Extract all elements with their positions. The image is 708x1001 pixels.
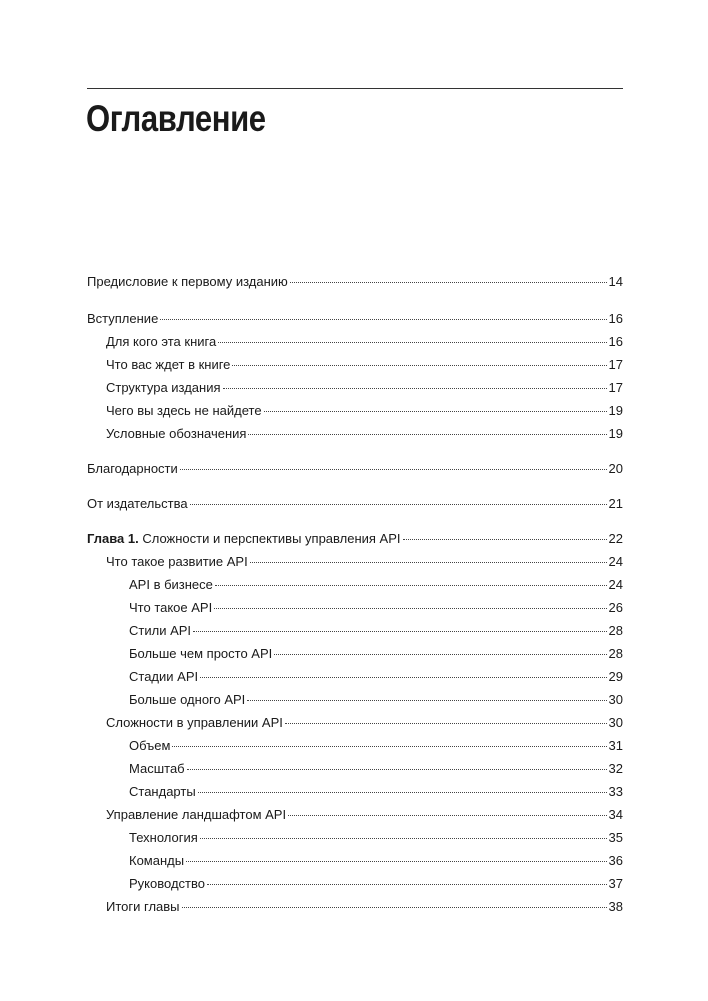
toc-entry-label: Руководство: [129, 876, 205, 891]
toc-entry-label: Больше чем просто API: [129, 646, 273, 661]
toc-entry: [129, 829, 623, 847]
toc-entry-label: Что такое развитие API: [106, 554, 248, 569]
toc-entry-label: Сложности в управлении API: [106, 715, 283, 730]
toc-entry-label: Больше одного API: [129, 692, 246, 707]
toc-entry: [106, 553, 623, 571]
toc-page-number: 17: [608, 380, 623, 395]
toc-page-number: 30: [608, 692, 623, 707]
toc-entry-label: Управление ландшафтом API: [106, 807, 287, 822]
dot-leader: [250, 561, 607, 563]
dot-leader: [248, 433, 606, 435]
dot-leader: [193, 630, 607, 632]
dot-leader: [290, 281, 607, 283]
page-title: Оглавление: [86, 98, 266, 139]
toc-page-number: 34: [608, 807, 623, 822]
dot-leader: [190, 503, 607, 505]
toc-page-number: 37: [608, 876, 623, 891]
dot-leader: [288, 814, 606, 816]
toc-page-number: 31: [608, 738, 623, 753]
toc-entry-label: От издательства: [87, 496, 188, 511]
toc-entry: [129, 668, 623, 686]
toc-entry-label: Технология: [129, 830, 198, 845]
toc-entry: [129, 576, 623, 594]
toc-page-number: 19: [608, 426, 623, 441]
toc-entry: [106, 806, 623, 824]
toc-entry-label: Стили API: [129, 623, 192, 638]
toc-page-number: 19: [608, 403, 623, 418]
toc-entry: [106, 333, 623, 351]
toc-entry-label: Вступление: [87, 311, 159, 326]
toc-page-number: 29: [608, 669, 623, 684]
toc-entry-label: Масштаб: [129, 761, 185, 776]
chapter-title: Сложности и перспективы управления API: [142, 531, 401, 546]
chapter-prefix: Глава 1.: [87, 531, 139, 546]
dot-leader: [274, 653, 606, 655]
dot-leader: [223, 387, 607, 389]
toc-page-number: 30: [608, 715, 623, 730]
toc-page-number: 28: [608, 646, 623, 661]
toc-entry-label: [87, 530, 401, 548]
dot-leader: [207, 883, 607, 885]
toc-page-number: 38: [608, 899, 623, 914]
dot-leader: [186, 860, 606, 862]
toc-entry-label: Что такое API: [129, 600, 213, 615]
toc-entry: [106, 379, 623, 397]
dot-leader: [182, 906, 607, 908]
toc-entry: [106, 402, 623, 420]
toc-entry-label: Стандарты: [129, 784, 196, 799]
toc-entry: [106, 425, 623, 443]
toc-entry: [129, 691, 623, 709]
toc-entry: [106, 356, 623, 374]
dot-leader: [180, 468, 607, 470]
toc-entry-label: API в бизнесе: [129, 577, 213, 592]
toc-entry-label: Предисловие к первому изданию: [87, 274, 288, 289]
toc-entry: [129, 875, 623, 893]
toc-entry: [87, 310, 623, 328]
toc-page-number: 17: [608, 357, 623, 372]
toc-page-number: 36: [608, 853, 623, 868]
toc-entry: [129, 783, 623, 801]
dot-leader: [232, 364, 606, 366]
dot-leader: [172, 745, 606, 747]
toc-entry: [87, 460, 623, 478]
toc-page-number: 22: [608, 531, 623, 546]
toc-entry-label: Итоги главы: [106, 899, 180, 914]
toc-entry-label: Для кого эта книга: [106, 334, 217, 349]
toc-page-number: 32: [608, 761, 623, 776]
toc-entry: [129, 737, 623, 755]
toc-page-number: 24: [608, 577, 623, 592]
toc-page-number: 24: [608, 554, 623, 569]
toc-entry: [87, 495, 623, 513]
dot-leader: [160, 318, 606, 320]
toc-page-number: 14: [608, 274, 623, 289]
dot-leader: [285, 722, 607, 724]
dot-leader: [403, 538, 607, 540]
toc-entry: [106, 714, 623, 732]
toc-page-number: 20: [608, 461, 623, 476]
toc-page-number: 33: [608, 784, 623, 799]
toc-entry-label: Что вас ждет в книге: [106, 357, 231, 372]
top-rule: [87, 88, 623, 89]
toc-page-number: 35: [608, 830, 623, 845]
toc-page-number: 16: [608, 334, 623, 349]
toc-entry-label: Чего вы здесь не найдете: [106, 403, 262, 418]
dot-leader: [214, 607, 606, 609]
toc-entry-label: Стадии API: [129, 669, 199, 684]
toc-entry-label: Условные обозначения: [106, 426, 247, 441]
dot-leader: [200, 676, 606, 678]
toc-page-number: 26: [608, 600, 623, 615]
toc-page-number: 16: [608, 311, 623, 326]
toc-entry: [129, 645, 623, 663]
dot-leader: [215, 584, 607, 586]
toc-chapter-entry: [87, 530, 623, 548]
toc-page-number: 28: [608, 623, 623, 638]
dot-leader: [187, 768, 607, 770]
toc-entry-label: Объем: [129, 738, 171, 753]
toc-entry: [87, 273, 623, 291]
dot-leader: [200, 837, 607, 839]
toc-entry: [106, 898, 623, 916]
toc-entry-label: Структура издания: [106, 380, 221, 395]
toc-entry-label: Команды: [129, 853, 185, 868]
toc-entry: [129, 760, 623, 778]
toc-page-number: 21: [608, 496, 623, 511]
dot-leader: [264, 410, 607, 412]
toc-entry-label: Благодарности: [87, 461, 178, 476]
dot-leader: [218, 341, 606, 343]
dot-leader: [247, 699, 606, 701]
toc-entry: [129, 852, 623, 870]
toc-entry: [129, 622, 623, 640]
toc-entry: [129, 599, 623, 617]
dot-leader: [198, 791, 607, 793]
